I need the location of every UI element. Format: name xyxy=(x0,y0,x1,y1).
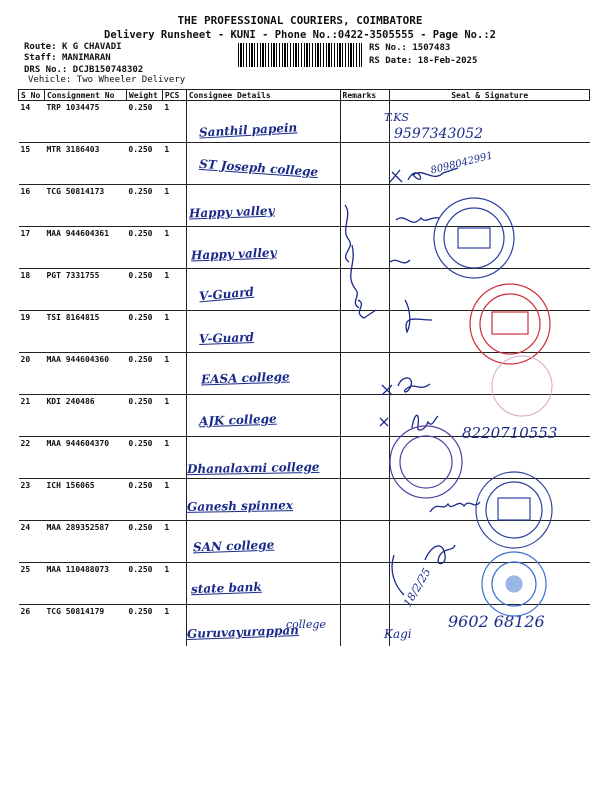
table-row xyxy=(19,185,590,227)
cell-consignee-details xyxy=(186,269,340,311)
cell-consignment-no: KDI 240486 xyxy=(44,395,126,437)
cell-consignment-no: MAA 944604360 xyxy=(44,353,126,395)
cell-consignee-details xyxy=(186,101,340,143)
table-row xyxy=(19,353,590,395)
handwritten-phone-15: 8098042991 xyxy=(429,150,495,177)
handwritten-consignee: EASA college xyxy=(200,369,290,387)
cell-sno: 24 xyxy=(19,521,45,563)
handwritten-phone-22: 8220710553 xyxy=(462,424,558,442)
cell-consignee-details xyxy=(186,311,340,353)
cell-consignee-details xyxy=(186,353,340,395)
cell-weight: 0.250 xyxy=(126,605,162,647)
cell-consignee-details xyxy=(186,521,340,563)
cell-consignee-details xyxy=(186,479,340,521)
handwritten-consignee: Happy valley xyxy=(190,245,277,263)
handwritten-consignee: SAN college xyxy=(192,537,275,555)
document-title: THE PROFESSIONAL COURIERS, COIMBATORE xyxy=(177,14,423,27)
cell-pcs: 1 xyxy=(162,521,186,563)
handwritten-name: T.KS xyxy=(384,111,409,124)
cell-consignment-no: MAA 944604361 xyxy=(44,227,126,269)
cell-consignee-details xyxy=(186,185,340,227)
table-row xyxy=(19,143,590,185)
cell-seal-signature xyxy=(390,479,590,521)
cell-sno: 18 xyxy=(19,269,45,311)
cell-sno: 19 xyxy=(19,311,45,353)
cell-seal-signature xyxy=(390,311,590,353)
table-row xyxy=(19,479,590,521)
document-subtitle: Delivery Runsheet - KUNI - Phone No.:0422-3505555 - Page No.:2 xyxy=(104,29,496,41)
runsheet-table xyxy=(18,89,590,646)
handwritten-phone-26: 9602 68126 xyxy=(448,612,545,631)
handwritten-consignee: Ganesh spinnex xyxy=(186,498,293,514)
cell-consignee-details xyxy=(186,395,340,437)
cell-sno: 17 xyxy=(19,227,45,269)
cell-consignment-no: TCG 50814173 xyxy=(44,185,126,227)
handwritten-consignee: state bank xyxy=(190,579,262,597)
table-row xyxy=(19,521,590,563)
cell-sno: 21 xyxy=(19,395,45,437)
cell-weight: 0.250 xyxy=(126,521,162,563)
cell-seal-signature xyxy=(390,521,590,563)
cell-remarks xyxy=(340,521,390,563)
drs-value: DCJB150748302 xyxy=(72,65,144,75)
cell-sno: 15 xyxy=(19,143,45,185)
cell-remarks xyxy=(340,437,390,479)
handwritten-consignee: Santhil papein xyxy=(198,120,298,140)
vehicle-value: Two Wheeler Delivery xyxy=(76,75,186,85)
table-row xyxy=(19,227,590,269)
cell-remarks xyxy=(340,353,390,395)
cell-sno: 22 xyxy=(19,437,45,479)
cell-pcs: 1 xyxy=(162,563,186,605)
cell-consignment-no: TRP 1034475 xyxy=(44,101,126,143)
handwritten-consignee: Happy valley xyxy=(188,203,275,221)
cell-remarks xyxy=(340,143,390,185)
cell-pcs: 1 xyxy=(162,353,186,395)
cell-sno: 26 xyxy=(19,605,45,647)
cell-consignment-no: TCG 50814179 xyxy=(44,605,126,647)
route-line: Route: K G CHAVADI xyxy=(24,42,122,52)
cell-sno: 25 xyxy=(19,563,45,605)
cell-weight: 0.250 xyxy=(126,353,162,395)
col-consignee: Consignee Details xyxy=(186,90,340,101)
col-weight: Weight xyxy=(126,90,162,101)
vehicle-line: Vehicle: Two Wheeler Delivery xyxy=(28,75,186,85)
cell-consignment-no: MTR 3186403 xyxy=(44,143,126,185)
cell-consignment-no: MAA 110488073 xyxy=(44,563,126,605)
cell-pcs: 1 xyxy=(162,185,186,227)
cell-weight: 0.250 xyxy=(126,101,162,143)
table-row xyxy=(19,269,590,311)
cell-consignment-no: MAA 289352587 xyxy=(44,521,126,563)
cell-consignee-details xyxy=(186,563,340,605)
cell-seal-signature xyxy=(390,269,590,311)
col-remarks: Remarks xyxy=(340,90,390,101)
cell-weight: 0.250 xyxy=(126,143,162,185)
handwritten-college-26: college xyxy=(286,618,326,631)
cell-seal-signature xyxy=(390,143,590,185)
handwritten-consignee: AJK college xyxy=(198,411,277,429)
cell-weight: 0.250 xyxy=(126,269,162,311)
rs-no-line: RS No.: 1507483 xyxy=(369,43,451,53)
cell-weight: 0.250 xyxy=(126,563,162,605)
cell-sno: 16 xyxy=(19,185,45,227)
handwritten-consignee: V-Guard xyxy=(198,284,255,304)
cell-seal-signature xyxy=(390,353,590,395)
route-value: K G CHAVADI xyxy=(61,42,122,52)
cell-remarks xyxy=(340,185,390,227)
handwritten-consignee: Dhanalaxmi college xyxy=(186,459,320,477)
col-seal: Seal & Signature xyxy=(390,90,590,101)
cell-consignment-no: ICH 156065 xyxy=(44,479,126,521)
table-row xyxy=(19,437,590,479)
cell-sno: 23 xyxy=(19,479,45,521)
cell-pcs: 1 xyxy=(162,437,186,479)
cell-consignment-no: TSI 8164815 xyxy=(44,311,126,353)
table-row xyxy=(19,563,590,605)
barcode xyxy=(238,43,362,67)
cell-weight: 0.250 xyxy=(126,395,162,437)
cell-weight: 0.250 xyxy=(126,437,162,479)
cell-pcs: 1 xyxy=(162,395,186,437)
col-consignment: Consignment No xyxy=(44,90,126,101)
handwritten-consignee: V-Guard xyxy=(198,330,254,346)
rs-date-value: 18-Feb-2025 xyxy=(417,56,478,66)
cell-pcs: 1 xyxy=(162,479,186,521)
cell-weight: 0.250 xyxy=(126,479,162,521)
cell-remarks xyxy=(340,101,390,143)
rs-no-value: 1507483 xyxy=(412,43,451,53)
cell-consignee-details xyxy=(186,437,340,479)
col-sno: S No xyxy=(19,90,45,101)
cell-remarks xyxy=(340,269,390,311)
cell-remarks xyxy=(340,395,390,437)
staff-value: MANIMARAN xyxy=(61,53,111,63)
cell-weight: 0.250 xyxy=(126,185,162,227)
cell-consignment-no: PGT 7331755 xyxy=(44,269,126,311)
handwritten-sign-26: Kagi xyxy=(384,627,412,641)
handwritten-consignee: ST Joseph college xyxy=(198,156,319,180)
cell-weight: 0.250 xyxy=(126,227,162,269)
cell-remarks xyxy=(340,563,390,605)
cell-sno: 14 xyxy=(19,101,45,143)
cell-pcs: 1 xyxy=(162,143,186,185)
cell-pcs: 1 xyxy=(162,605,186,647)
cell-pcs: 1 xyxy=(162,311,186,353)
cell-pcs: 1 xyxy=(162,227,186,269)
cell-remarks xyxy=(340,311,390,353)
handwritten-date-24: 18/2/25 xyxy=(400,565,434,610)
cell-remarks xyxy=(340,479,390,521)
handwritten-consignee: Guruvayurappan xyxy=(186,623,299,641)
cell-weight: 0.250 xyxy=(126,311,162,353)
cell-pcs: 1 xyxy=(162,269,186,311)
drs-line: DRS No.: DCJB150748302 xyxy=(24,65,144,75)
table-row xyxy=(19,101,590,143)
cell-remarks xyxy=(340,227,390,269)
table-row xyxy=(19,311,590,353)
rs-date-line: RS Date: 18-Feb-2025 xyxy=(369,56,478,66)
handwritten-phone-14: 9597343052 xyxy=(394,126,484,142)
cell-pcs: 1 xyxy=(162,101,186,143)
cell-sno: 20 xyxy=(19,353,45,395)
cell-seal-signature xyxy=(390,185,590,227)
staff-line: Staff: MANIMARAN xyxy=(24,53,111,63)
col-pcs: PCS xyxy=(162,90,186,101)
cell-consignee-details xyxy=(186,227,340,269)
cell-remarks xyxy=(340,605,390,647)
cell-seal-signature xyxy=(390,437,590,479)
cell-seal-signature xyxy=(390,227,590,269)
cell-consignment-no: MAA 944604370 xyxy=(44,437,126,479)
cell-consignee-details xyxy=(186,143,340,185)
table-header-row xyxy=(19,90,590,101)
